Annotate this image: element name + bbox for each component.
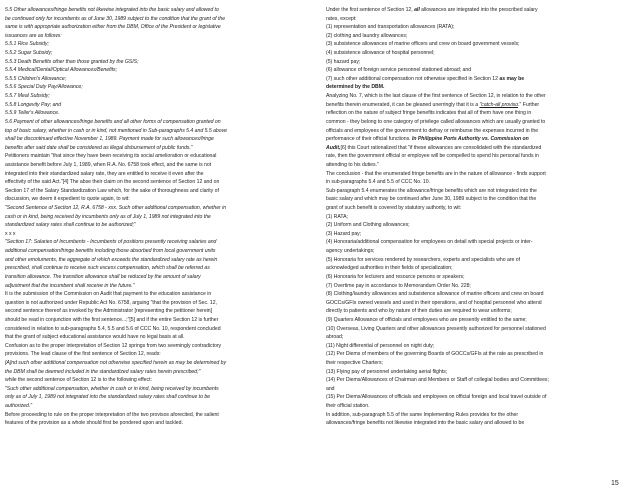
text-segment: (1) representation and transportation allowances (RATA); [326, 24, 455, 31]
text-segment: (13) Flying pay of personnel undertaking aerial flights; [326, 368, 448, 375]
text-line: prescribed, shall continue to receive such excess compensation, which shall be referred as [5, 265, 210, 272]
text-segment: grant of such benefit is covered by statutory authority, to wit: [326, 205, 462, 212]
text-segment: (6) Honoraria for lecturers and resource persons or speakers; [326, 273, 465, 280]
text-line: issuances are as follows: [5, 32, 62, 39]
text-segment: In addition, sub-paragraph 5.5 of the same Implementing Rules provides for the other [326, 411, 519, 418]
text-line [326, 299, 628, 308]
text-line: be continued only for incumbents as of June 30, 1989 subject to the condition that the grant of the [5, 15, 226, 22]
text-line: only as of July 1, 1989 not integrated into the standardized salary rates shall continue to be [5, 394, 211, 401]
text-line [326, 316, 628, 325]
text-line [326, 40, 628, 49]
text-segment: (5) Honoraria for services rendered by researchers, experts and specialists who are of [326, 256, 520, 263]
text-segment: Sub-paragraph 5.4 enumerates the allowance/fringe benefits which are not integrated into the [326, 187, 537, 194]
text-segment: and [326, 385, 335, 392]
text-segment: Audit, [326, 144, 341, 151]
text-line [326, 92, 628, 101]
text-line [326, 187, 628, 196]
text-line [326, 368, 628, 377]
text-line [326, 101, 628, 110]
text-line: integrated into their standardized salary rate, they are entitled to receive it even after the [5, 170, 204, 177]
text-line: adjustment that the incumbent shall receive in the future." [5, 282, 135, 289]
text-line [326, 290, 628, 299]
text-line: 5.6 Payment of other allowances/fringe benefits and all other forms of compensation granted on [5, 118, 221, 125]
text-line: second sentence thereof as invoked by the Administrator [representing the petitioner herein] [5, 308, 213, 315]
text-line [326, 256, 628, 265]
text-segment: ." Further [518, 101, 540, 108]
text-line: provisions. The lead clause of the first sentence of Section 12, reads: [5, 351, 161, 358]
text-line: transition allowance. The transition allowance shall be reduced by the amount of salary [5, 273, 201, 280]
text-segment: benefits therein enumerated, it can be gleaned unerringly that it is a [326, 101, 480, 108]
text-segment: [6] this Court rationalized that "if these allowances are consolidated with the standardized [340, 144, 542, 151]
text-line [326, 307, 628, 316]
text-segment: (3) subsistence allowances of marine officers and crew on board government vessels; [326, 41, 520, 48]
text-line: authorized." [5, 403, 33, 410]
text-line: "Section 17: Salaries of Incumbents - Incumbents of positions presently receiving salaries and [5, 239, 217, 246]
text-line: 5.5.9 Teller's Allowance. [5, 110, 60, 117]
text-line: cash or in kind, being received by incumbents only as of July 1, 1989 not integrated into the [5, 213, 211, 220]
text-segment: allowances are integrated into the prescribed salary [419, 7, 538, 13]
text-line [326, 49, 628, 58]
text-line [326, 23, 628, 32]
text-line [326, 325, 628, 334]
text-segment: determined by the DBM. [326, 84, 385, 91]
text-line: assistance benefit before July 1, 1989, when R.A. No. 6758 took effect, and the same is not [5, 161, 212, 168]
text-line [326, 204, 628, 213]
text-line: "Second Sentence of Section 12, R.A. 6758 - xxx. Such other additional compensation, whether in [5, 205, 227, 212]
text-line [326, 152, 628, 161]
text-line: standardized salary rates shall continue to be authorized;" [5, 222, 136, 229]
text-line: and other emoluments, the aggregate of which exceeds the standardized salary rate as herein [5, 256, 218, 263]
text-line: while the second sentence of Section 12 is to the following effect: [5, 377, 152, 384]
text-segment: common - they belong to one category of privilege called allowances which are usually granted to [326, 118, 546, 125]
text-line [326, 32, 628, 41]
text-line [326, 385, 628, 394]
text-line: It is the submission of the Commission on Audit that payment to the education assistance in [5, 291, 212, 298]
text-line: discussion, we deem it expedient to quote again, to wit: [5, 196, 130, 203]
text-line [326, 402, 628, 411]
text-line [326, 393, 628, 402]
text-segment: performance of their official functions. [326, 136, 412, 143]
text-segment: (15) Per Diems/Allowances of officials and employees on official foreign and local travel outside of [326, 394, 547, 401]
page-number: 15 [611, 480, 619, 487]
text-line [326, 376, 628, 385]
text-segment: (1) RATA; [326, 213, 348, 220]
text-line [326, 6, 628, 15]
text-segment: as may be [499, 75, 525, 82]
text-line: Petitioners maintain "that since they have been receiving its social amelioration or educational [5, 153, 217, 160]
text-line: 5.5.6 Special Duty Pay/Allowance; [5, 84, 83, 91]
text-segment: rates, except: [326, 15, 357, 22]
text-line: considered in relation to sub-paragraphs 5.4, 5.5 and 5.6 of CCC No. 10, respondent concluded [5, 325, 221, 332]
text-segment: (2) clothing and laundry allowances; [326, 32, 408, 39]
text-line: should be read in conjunction with the first sentence...;"[5] and if the entire Section 12 is further [5, 316, 219, 323]
text-line [326, 411, 628, 420]
text-segment: (3) Hazard pay; [326, 230, 362, 237]
text-segment: rate, then the government official or employee will be compelled to spend his personal funds in [326, 153, 539, 160]
text-segment: Analyzing No. 7, which is the last clause of the first sentence of Section 12, in relation to the other [326, 93, 546, 100]
text-line: effectivity of the said Act."[4] The abse their claim on the second sentence of Section 12 and on [5, 179, 220, 186]
text-line [326, 170, 628, 179]
text-line: the DBM shall be deemed included in the standardized salary rates herein prescribed;" [5, 368, 201, 375]
text-line: 5.5.7 Meal Subsidy; [5, 93, 50, 100]
text-segment: Under the first sentence of Section 12, [326, 7, 415, 13]
text-segment: in sub-paragraphs 5.4 and 5.5 of CCC No. 10. [326, 179, 430, 186]
text-line [326, 83, 628, 92]
text-line [326, 118, 628, 127]
text-line: benefits after said date shall be considered as illegal disbursement of public funds." [5, 144, 193, 151]
text-segment: (9) Quarters Allowance of officials and employees who are presently entitled to the same; [326, 316, 527, 323]
text-segment: (14) Per Diems/Allowances of Chairman and Members or Staff of collegial bodies and Committees; [326, 377, 549, 384]
text-line: Before proceeding to rule on the proper interpretation of the two provisos aforecited, the salient [5, 411, 219, 418]
text-segment: (7) such other additional compensation not otherwise specified in Section 12 [326, 75, 500, 82]
text-line: additional compensation/fringe benefits including those absorbed from local government units [5, 248, 216, 255]
text-line: 5.5.1 Rice Subsidy; [5, 41, 49, 48]
text-line [326, 109, 628, 118]
text-line: shall be discontinued effective November 1, 1989. Payment made for such allowances/fringe [5, 136, 214, 143]
text-line: x x x [5, 230, 16, 237]
text-segment: agency undertakings; [326, 248, 375, 255]
left-text-column [5, 6, 309, 484]
text-line [326, 75, 628, 84]
text-line [326, 342, 628, 351]
text-segment: (4) Honoraria/additional compensation for employees on detail with special projects or inter- [326, 239, 533, 246]
text-line [326, 350, 628, 359]
text-line [326, 178, 628, 187]
text-segment: (5) hazard pay; [326, 58, 361, 65]
text-line: "Such other additional compensation, whether in cash or in kind, being received by incumbents [5, 385, 219, 392]
text-line [326, 238, 628, 247]
text-segment: allowances/fringe benefits not likewise integrated into the basic salary and allowed to be [326, 420, 525, 427]
text-segment: "catch-all proviso [479, 101, 519, 108]
text-line: 5.5.3 Death Benefits other than those granted by the GSIS; [5, 58, 139, 65]
text-segment: (7) Overtime pay in accordance to Memorandum Order No. 228; [326, 282, 471, 289]
text-segment: (6) allowance of foreign service personnel stationed abroad; and [326, 67, 472, 74]
text-segment: officials and employees of the government to defray or reimburse the expenses incurred in the [326, 127, 539, 134]
text-line [326, 419, 628, 428]
text-segment: all [414, 7, 420, 13]
text-line [326, 247, 628, 256]
text-segment: (11) Night differential of personnel on night duty; [326, 342, 435, 349]
text-line [326, 264, 628, 273]
text-segment: their respective Charters; [326, 359, 383, 366]
text-line [326, 195, 628, 204]
text-line [326, 135, 628, 144]
text-segment: In Philippine Ports Authority vs. Commission on [411, 136, 529, 143]
text-line [326, 58, 628, 67]
text-segment: their official station. [326, 403, 370, 410]
right-text-column [326, 6, 628, 484]
text-line [326, 15, 628, 24]
text-line: 5.5.2 Sugar Subsidy; [5, 50, 53, 57]
text-line: top of basic salary, whether in cash or in kind, not mentioned in Sub-paragraphs 5.4 and 5.5 above [5, 127, 227, 134]
text-segment: GOCCs/GFIs owned vessels and used in their operations, and of hospital personnel who attend [326, 299, 542, 306]
text-segment: attending to his duties." [326, 161, 379, 168]
text-line [326, 282, 628, 291]
text-line [326, 144, 628, 153]
text-segment: basic salary and which may be continued after June 30, 1989 subject to the condition that the [326, 196, 537, 203]
text-line [326, 161, 628, 170]
text-line [326, 127, 628, 136]
text-line [326, 333, 628, 342]
text-line [326, 359, 628, 368]
text-line: [A]nd such other additional compensation not otherwise specified herein as may be determined by [5, 359, 226, 366]
text-segment: (12) Per Diems of members of the governing Boards of GOCCs/GFIs at the rate as prescribed in [326, 351, 544, 358]
text-line [326, 273, 628, 282]
text-line: 5.5.4 Medical/Dental/Optical Allowances/Benefits; [5, 67, 117, 74]
text-segment: (10) Overseas, Living Quarters and other allowances presently authorized for personnel stationed [326, 325, 546, 332]
text-segment: acknowledged authorities in their fields of specialization; [326, 265, 453, 272]
text-segment: directly to patients and who by nature of their duties are required to wear uniforms; [326, 308, 512, 315]
text-line [326, 66, 628, 75]
text-line: 5.5 Other allowances/fringe benefits not likewise integrated into the basic salary and allowed to [5, 7, 219, 13]
text-line: that the grant of subject educational assistance would have no legal basis at all. [5, 334, 185, 341]
text-segment: reflection on the nature of subject fringe benefits indicates that all of them have one thing in [326, 110, 532, 117]
text-line: Section 17 of the Salary Standardization Law which, for the sake of thoroughness and clarity of [5, 187, 219, 194]
text-line [326, 221, 628, 230]
text-segment: abroad; [326, 334, 344, 341]
text-line: 5.5.8 Longevity Pay; and [5, 101, 62, 108]
text-segment: (2) Uniform and Clothing allowances; [326, 222, 410, 229]
text-segment: The conclusion - that the enumerated fringe benefits are in the nature of allowance - finds support [326, 170, 546, 177]
text-line: features of the provision as a whole should first be pondered upon and tackled. [5, 420, 183, 427]
text-segment: (8) Clothing/laundry allowances and subsistence allowance of marine officers and crew on board [326, 291, 544, 298]
text-line: same is with appropriate authorization either from the DBM, Office of the President or legislative [5, 24, 221, 31]
text-line [326, 213, 628, 222]
text-line: Confusion as to the proper interpretation of Section 12 springs from two seemingly contradictory [5, 342, 222, 349]
text-line [326, 230, 628, 239]
text-line: question is not authorized under Republic Act No. 6758, arguing "that the provision of Sec. 12, [5, 299, 217, 306]
text-line: 5.5.5 Children's Allowance; [5, 75, 67, 82]
text-segment: (4) subsistence allowance of hospital personnel; [326, 50, 435, 57]
